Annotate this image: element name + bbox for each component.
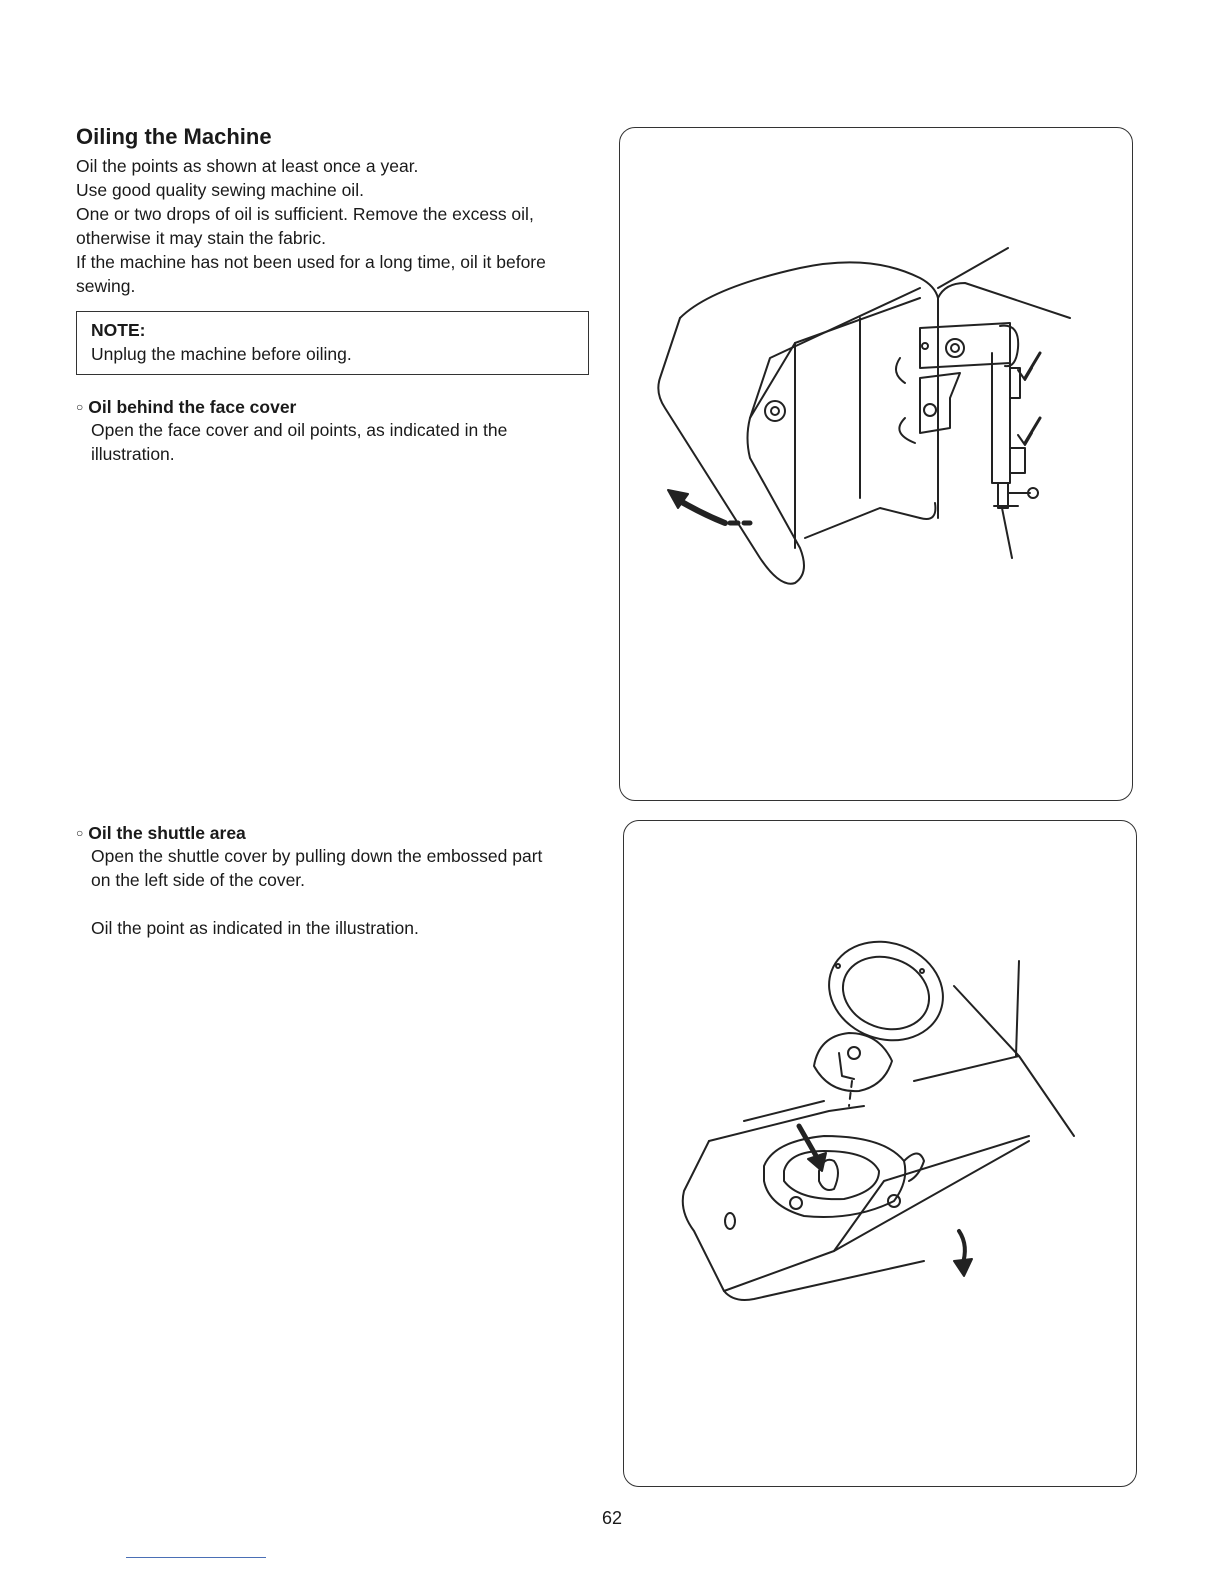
note-box xyxy=(76,311,589,375)
section-face-cover xyxy=(76,397,561,466)
shuttle-area-illustration xyxy=(623,820,1137,1487)
page-number: 62 xyxy=(601,1508,623,1528)
section-paragraph: Oil the point as indicated in the illustration. xyxy=(91,918,419,938)
face-cover-drawing xyxy=(620,128,1132,800)
section-paragraph: Open the face cover and oil points, as indicated in the illustration. xyxy=(91,420,508,464)
intro-line: If the machine has not been used for a long time, oil it before sewing. xyxy=(76,252,546,296)
section-heading-text: Oil the shuttle area xyxy=(88,823,246,843)
page-title: Oiling the Machine xyxy=(76,124,272,149)
footer-rule xyxy=(126,1557,266,1558)
intro-line: Use good quality sewing machine oil. xyxy=(76,180,364,200)
note-label: NOTE: xyxy=(91,320,146,340)
intro-line: Oil the points as shown at least once a year. xyxy=(76,156,419,176)
shuttle-area-drawing xyxy=(624,821,1136,1486)
section-heading xyxy=(76,823,561,844)
bullet-icon: ○ xyxy=(76,400,84,414)
note-text: Unplug the machine before oiling. xyxy=(91,344,352,364)
face-cover-illustration xyxy=(619,127,1133,801)
section-heading-text: Oil behind the face cover xyxy=(88,397,297,417)
intro-text xyxy=(76,154,596,298)
intro-line: One or two drops of oil is sufficient. Remove the excess oil, otherwise it may stain the fabric. xyxy=(76,204,534,248)
bullet-icon: ○ xyxy=(76,826,84,840)
section-heading xyxy=(76,397,561,418)
section-shuttle-area xyxy=(76,823,561,940)
section-paragraph: Open the shuttle cover by pulling down the embossed part on the left side of the cover. xyxy=(91,846,543,890)
